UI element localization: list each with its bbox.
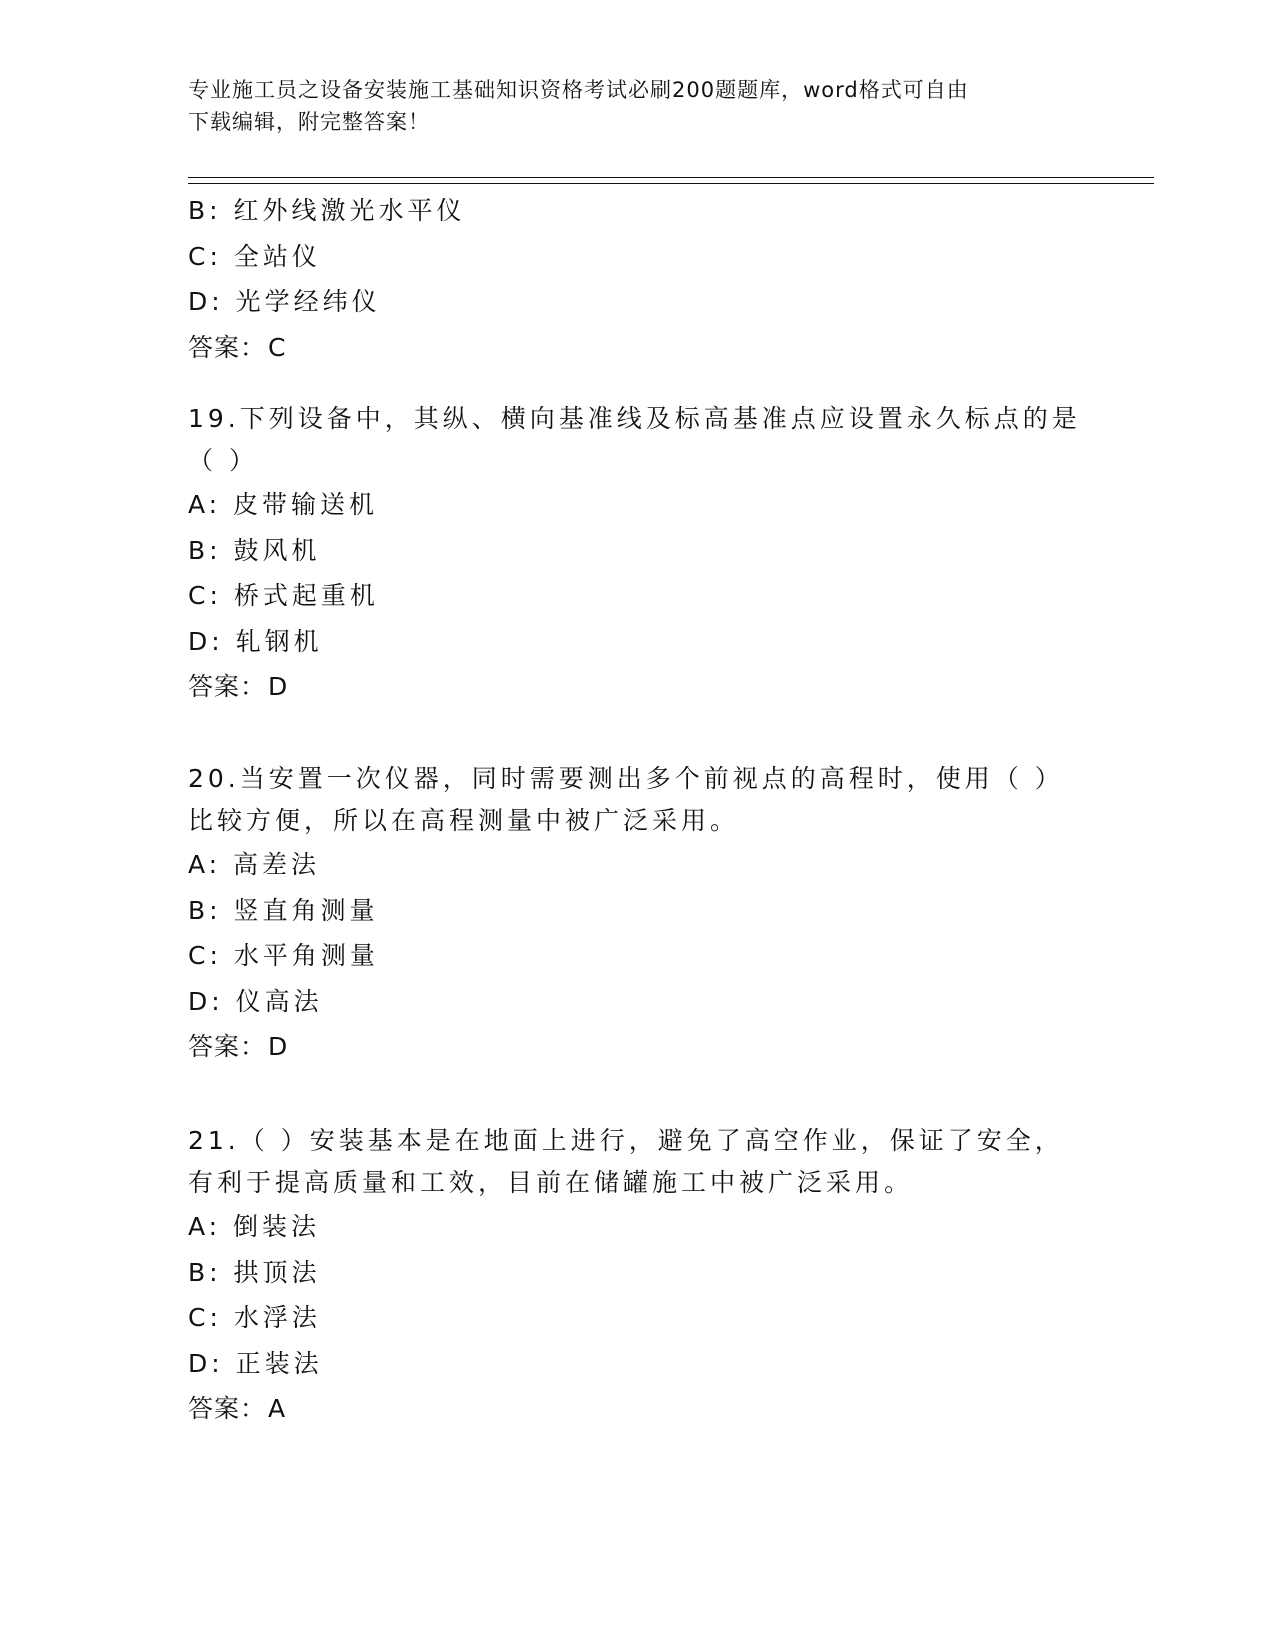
option-d: D: 轧钢机 — [188, 626, 323, 656]
option-c: C: 全站仪 — [188, 241, 321, 271]
option-d: D: 光学经纬仪 — [188, 287, 381, 316]
header-divider-top — [188, 177, 1154, 178]
option-a: A: 倒装法 — [188, 1212, 321, 1241]
question-21 — [188, 1120, 1088, 1432]
answer: 答案：A — [188, 1394, 287, 1423]
option-b: B: 拱顶法 — [188, 1257, 321, 1287]
answer: 答案：D — [188, 1032, 289, 1061]
answer: 答案：C — [188, 332, 287, 362]
header-divider-bottom — [188, 183, 1154, 184]
question-text-line-2: 比较方便，所以在高程测量中被广泛采用。 — [188, 806, 740, 835]
option-c: C: 水平角测量 — [188, 941, 379, 970]
question-18 — [188, 188, 1088, 370]
question-19 — [188, 398, 1088, 710]
option-b: B: 鼓风机 — [188, 535, 321, 565]
question-text-line-1: 20.当安置一次仪器，同时需要测出多个前视点的高程时，使用（ ） — [188, 764, 1064, 793]
document-header — [188, 74, 1088, 138]
question-text-line-1: 21.（ ）安装基本是在地面上进行，避免了高空作业，保证了安全， — [188, 1126, 1064, 1155]
question-20 — [188, 758, 1088, 1070]
option-c: C: 桥式起重机 — [188, 581, 379, 610]
option-a: A: 高差法 — [188, 850, 321, 879]
option-d: D: 正装法 — [188, 1348, 323, 1378]
option-a: A: 皮带输送机 — [188, 490, 379, 519]
option-d: D: 仪高法 — [188, 986, 323, 1016]
question-text-line-2: （ ） — [188, 446, 258, 475]
option-b: B: 竖直角测量 — [188, 895, 379, 925]
option-b: B: 红外线激光水平仪 — [188, 196, 466, 225]
answer: 答案：D — [188, 672, 289, 701]
question-text-line-1: 19.下列设备中，其纵、横向基准线及标高基准点应设置永久标点的是 — [188, 404, 1081, 433]
header-line-2: 下载编辑，附完整答案！ — [188, 110, 430, 134]
question-text-line-2: 有利于提高质量和工效，目前在储罐施工中被广泛采用。 — [188, 1168, 914, 1197]
header-line-1: 专业施工员之设备安装施工基础知识资格考试必刷200题题库，word格式可自由 — [188, 78, 969, 102]
option-c: C: 水浮法 — [188, 1303, 321, 1332]
